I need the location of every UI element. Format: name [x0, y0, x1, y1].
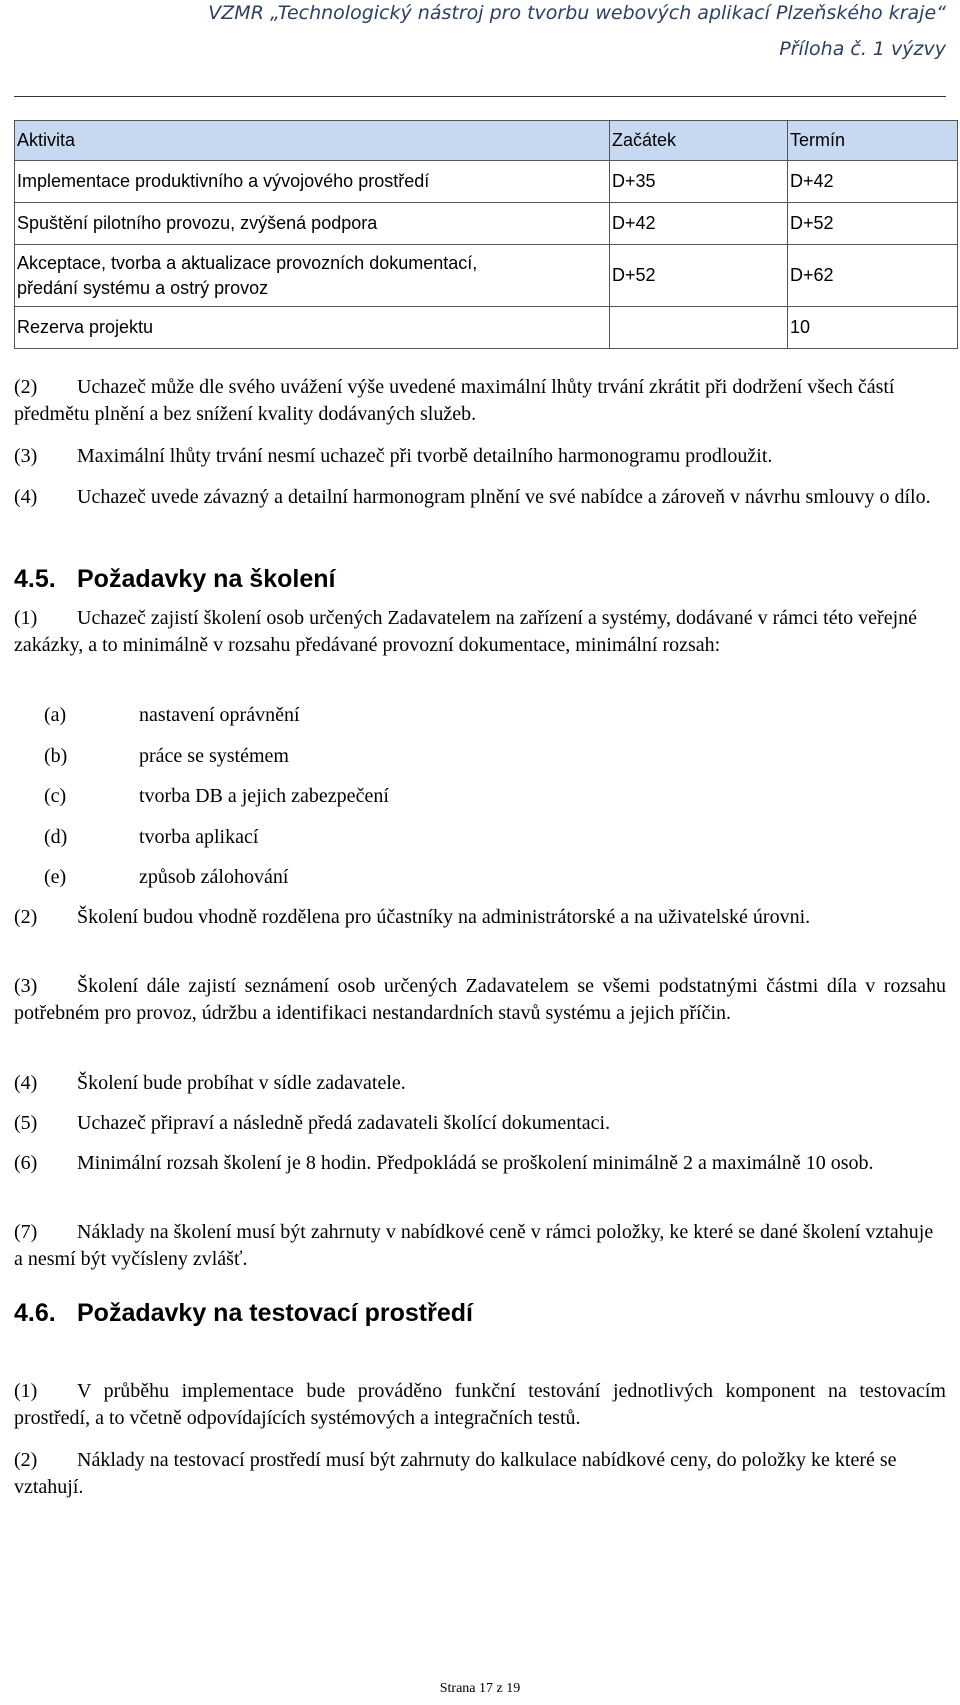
col-header-start: Začátek — [610, 121, 788, 161]
header-title: VZMR „Technologický nástroj pro tvorbu webových aplikací Plzeňského kraje“ — [208, 2, 946, 24]
table-header-row — [15, 121, 958, 161]
paragraph — [14, 1110, 946, 1137]
paragraph-text: Náklady na školení musí být zahrnuty v nabídkové ceně v rámci položky, ke které se dané školení vztahuje a nesmí být vyčísleny zvlášť. — [14, 1221, 934, 1270]
paragraph — [14, 1378, 946, 1432]
section-heading — [14, 1299, 473, 1328]
paragraph-number: (6) — [14, 1152, 38, 1174]
paragraph-number: (4) — [14, 1072, 38, 1094]
paragraph — [14, 484, 946, 511]
page-number: Strana 17 z 19 — [439, 1681, 521, 1696]
cell-activity: Implementace produktivního a vývojového prostředí — [15, 161, 610, 203]
section-heading — [14, 565, 335, 594]
list-item — [44, 783, 389, 810]
paragraph — [14, 443, 946, 470]
cell-activity: Spuštění pilotního provozu, zvýšená podpora — [15, 203, 610, 245]
table-row — [15, 245, 958, 307]
schedule-table — [14, 120, 958, 349]
cell-deadline: D+62 — [788, 245, 958, 307]
paragraph — [14, 904, 946, 931]
table-row — [15, 203, 958, 245]
list-label: (d) — [44, 826, 68, 848]
list-label: (c) — [44, 785, 67, 807]
paragraph-number: (7) — [14, 1221, 38, 1243]
paragraph — [14, 605, 946, 659]
list-text: nastavení oprávnění — [139, 704, 300, 726]
cell-activity-line: předání systému a ostrý provoz — [17, 277, 269, 298]
cell-start: D+42 — [610, 203, 788, 245]
list-text: tvorba DB a jejich zabezpečení — [139, 785, 389, 807]
paragraph — [14, 374, 946, 428]
paragraph-number: (3) — [14, 975, 38, 997]
paragraph-text: Školení dále zajistí seznámení osob určených Zadavatelem se všemi podstatnými částmi díla v rozsahu potřebném pro provoz, údržbu a identifikaci nestandardních stavů systému a jejich příčin. — [14, 975, 946, 1024]
section-title: Požadavky na testovací prostředí — [77, 1299, 473, 1327]
cell-start: D+35 — [610, 161, 788, 203]
cell-deadline: 10 — [788, 307, 958, 349]
header-annex: Příloha č. 1 výzvy — [779, 38, 946, 60]
cell-activity: Rezerva projektu — [15, 307, 610, 349]
paragraph-text: Uchazeč připraví a následně předá zadavateli školící dokumentaci. — [77, 1112, 611, 1134]
cell-activity-line: Akceptace, tvorba a aktualizace provozních dokumentací, — [17, 252, 478, 273]
paragraph — [14, 1150, 946, 1177]
list-item — [44, 702, 300, 729]
section-number: 4.5. — [14, 565, 56, 593]
list-text: práce se systémem — [139, 745, 289, 767]
paragraph-text: Uchazeč zajistí školení osob určených Zadavatelem na zařízení a systémy, dodávané v rámci této veřejné zakázky, a to minimálně v rozsahu předávané provozní dokumentace, minimální rozsah: — [14, 607, 917, 656]
section-title: Požadavky na školení — [77, 565, 336, 593]
list-text: způsob zálohování — [139, 866, 289, 888]
paragraph-text: Školení budou vhodně rozdělena pro účastníky na administrátorské a na uživatelské úrovni. — [77, 906, 811, 928]
list-item — [44, 824, 259, 851]
paragraph-number: (5) — [14, 1112, 38, 1134]
table-row — [15, 161, 958, 203]
list-text: tvorba aplikací — [139, 826, 259, 848]
list-item — [44, 864, 289, 891]
paragraph — [14, 1219, 946, 1273]
paragraph-number: (4) — [14, 486, 38, 508]
paragraph-text: Minimální rozsah školení je 8 hodin. Předpokládá se proškolení minimálně 2 a maximálně 10 osob. — [77, 1152, 874, 1174]
cell-start: D+52 — [610, 245, 788, 307]
cell-deadline: D+52 — [788, 203, 958, 245]
paragraph — [14, 1070, 946, 1097]
cell-start — [610, 307, 788, 349]
list-label: (b) — [44, 745, 68, 767]
list-item — [44, 743, 289, 770]
list-label: (a) — [44, 704, 67, 726]
paragraph-number: (2) — [14, 906, 38, 928]
paragraph-text: Náklady na testovací prostředí musí být zahrnuty do kalkulace nabídkové ceny, do položky ke které se vztahují. — [14, 1449, 897, 1498]
paragraph-number: (1) — [14, 1380, 38, 1402]
paragraph-text: Maximální lhůty trvání nesmí uchazeč při tvorbě detailního harmonogramu prodloužit. — [77, 445, 773, 467]
col-header-deadline: Termín — [788, 121, 958, 161]
table-row — [15, 307, 958, 349]
header-rule — [14, 96, 946, 97]
paragraph — [14, 973, 946, 1027]
cell-deadline: D+42 — [788, 161, 958, 203]
paragraph-text: Uchazeč uvede závazný a detailní harmonogram plnění ve své nabídce a zároveň v návrhu smlouvy o dílo. — [77, 486, 931, 508]
paragraph-number: (3) — [14, 445, 38, 467]
paragraph — [14, 1447, 946, 1501]
list-label: (e) — [44, 866, 67, 888]
paragraph-number: (2) — [14, 376, 38, 398]
cell-activity — [15, 245, 610, 307]
paragraph-number: (1) — [14, 607, 38, 629]
paragraph-text: Uchazeč může dle svého uvážení výše uvedené maximální lhůty trvání zkrátit při dodržení všech částí předmětu plnění a bez snížení kvality dodávaných služeb. — [14, 376, 895, 425]
paragraph-text: V průběhu implementace bude prováděno funkční testování jednotlivých komponent na testovacím prostředí, a to včetně odpovídajících systémových a integračních testů. — [14, 1380, 946, 1429]
section-number: 4.6. — [14, 1299, 56, 1327]
paragraph-text: Školení bude probíhat v sídle zadavatele. — [77, 1072, 406, 1094]
paragraph-number: (2) — [14, 1449, 38, 1471]
col-header-activity: Aktivita — [15, 121, 610, 161]
